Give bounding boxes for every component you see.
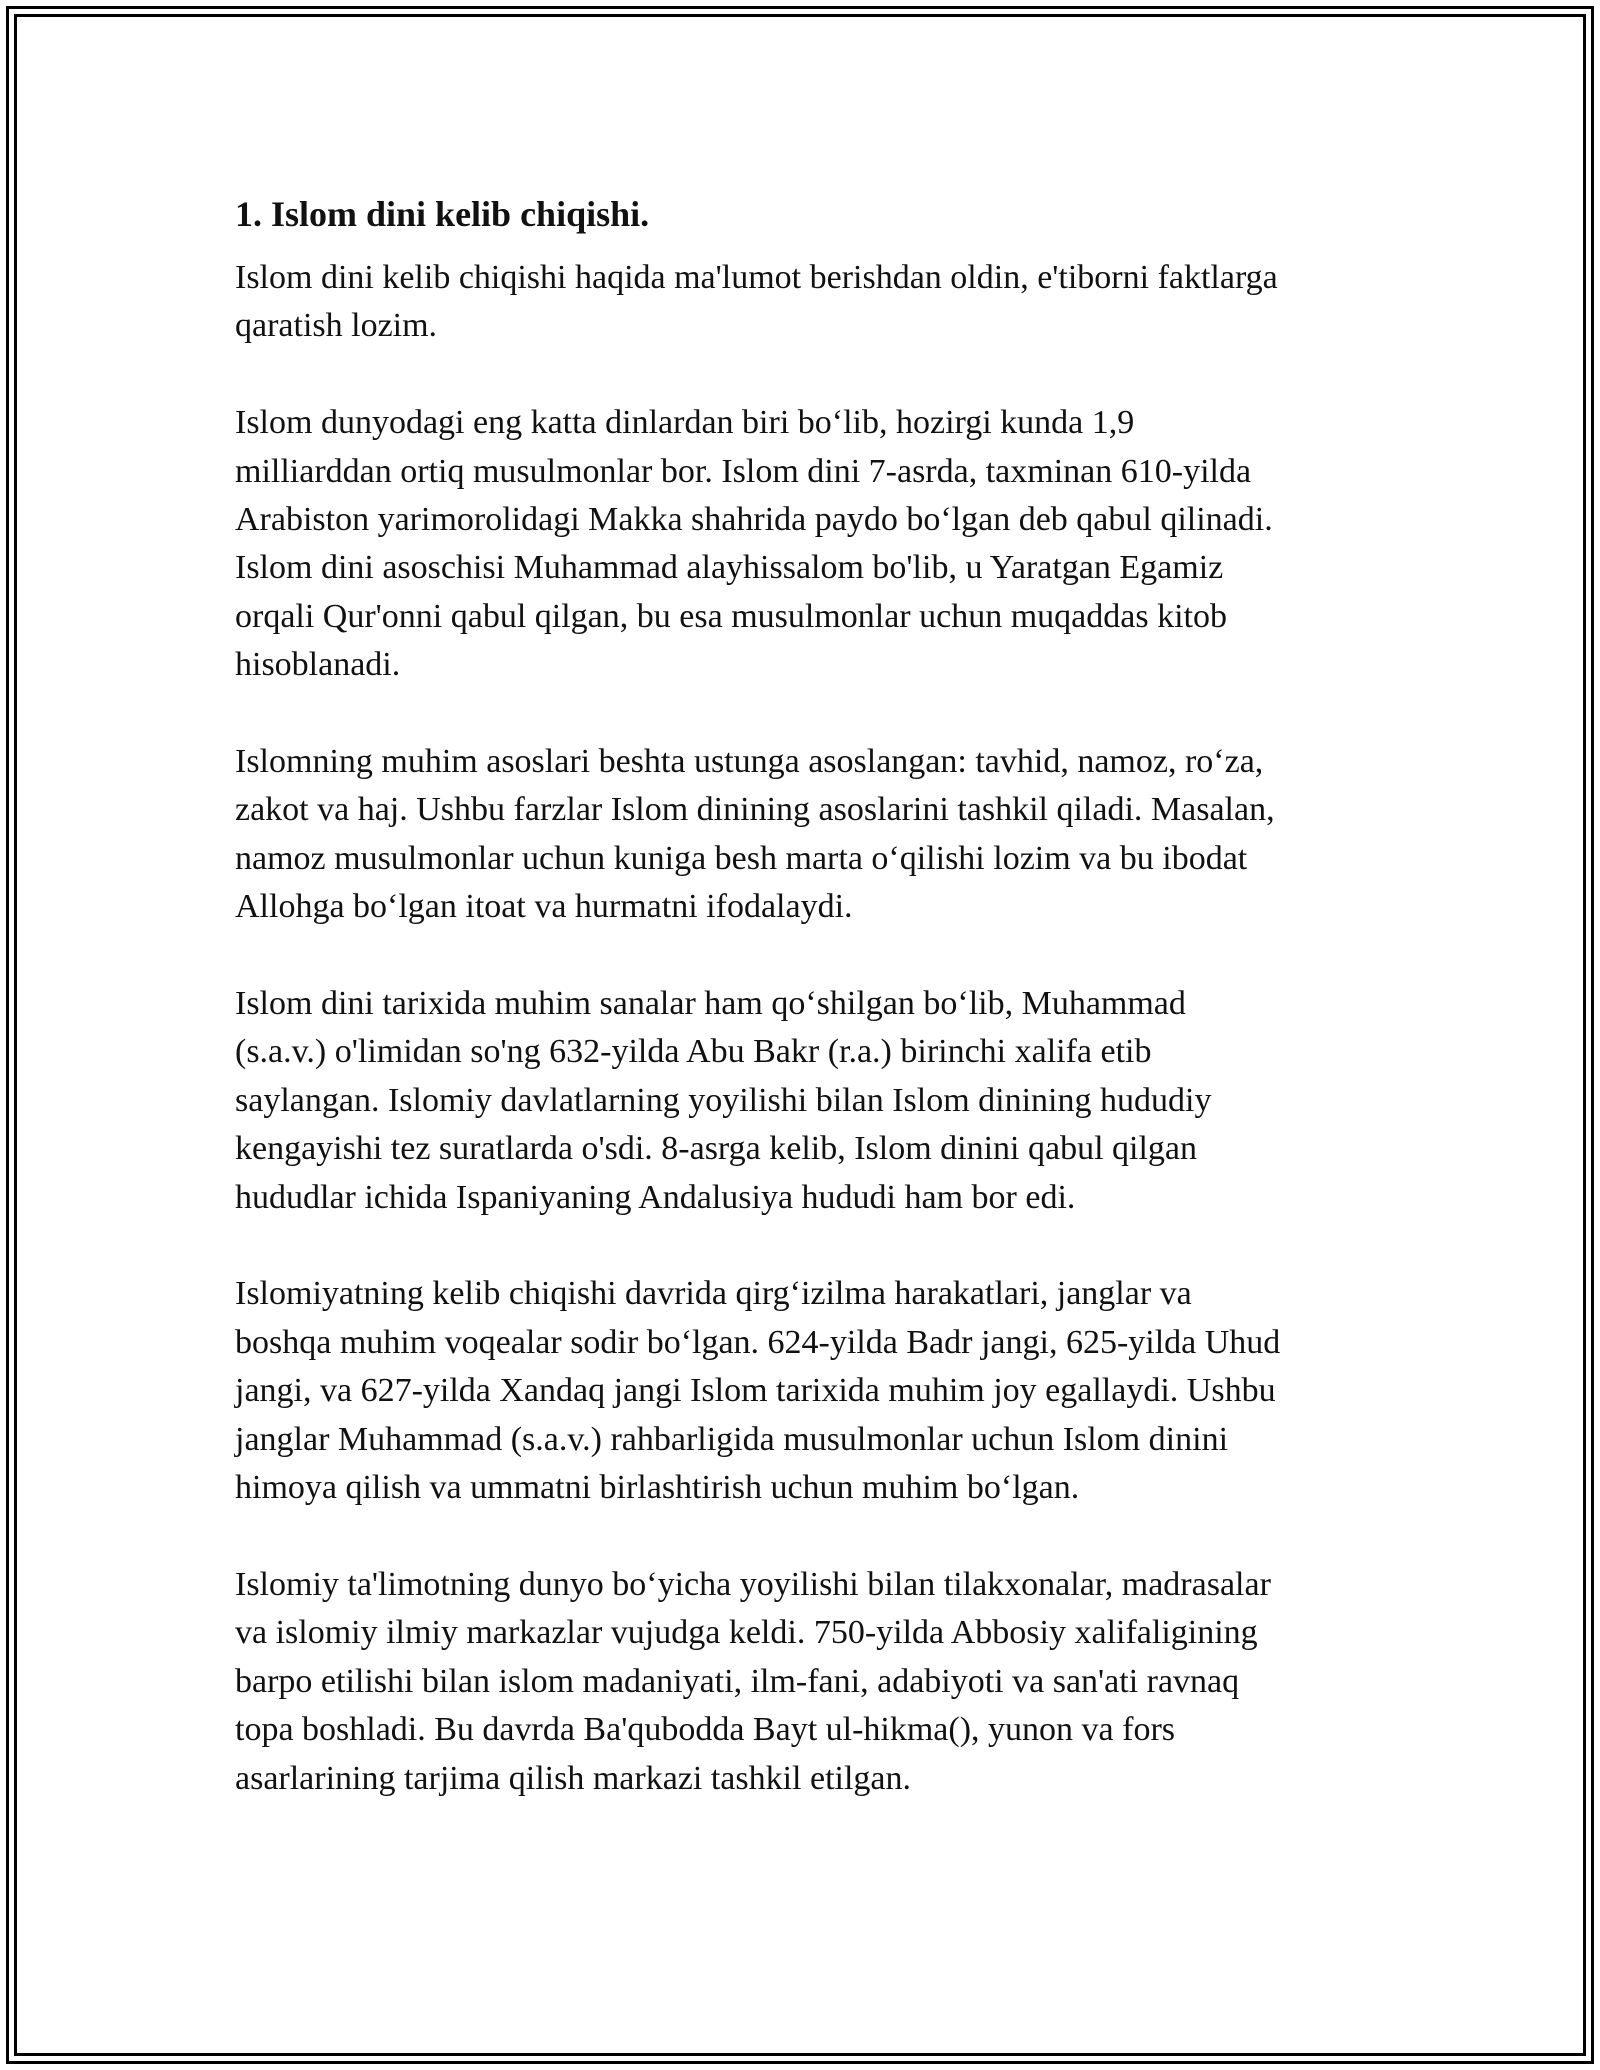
paragraph-line: himoya qilish va ummatni birlashtirish uchun muhim bo‘lgan. [235,1469,1080,1507]
paragraph-line: (s.a.v.) o'limidan so'ng 632-yilda Abu Bakr (r.a.) birinchi xalifa etib [235,1033,1152,1071]
paragraph [235,399,1370,689]
paragraph-line: Islomning muhim asoslari beshta ustunga asoslangan: tavhid, namoz, ro‘za, [235,743,1264,781]
paragraph [235,980,1370,1222]
paragraph-line: topa boshladi. Bu davrda Ba'qubodda Bayt ul-hikma(), yunon va fors [235,1711,1175,1749]
paragraph-line: va islomiy ilmiy markazlar vujudga keldi. 750-yilda Abbosiy xalifaligining [235,1614,1258,1652]
paragraph-line: zakot va haj. Ushbu farzlar Islom dinining asoslarini tashkil qiladi. Masalan, [235,791,1275,829]
document-body [235,186,1370,1851]
section-heading: 1. Islom dini kelib chiqishi. [235,194,650,234]
paragraph [235,738,1370,932]
paragraph-line: orqali Qur'onni qabul qilgan, bu esa musulmonlar uchun muqaddas kitob [235,597,1227,635]
paragraph-line: barpo etilishi bilan islom madaniyati, ilm-fani, adabiyoti va san'ati ravnaq [235,1662,1240,1700]
paragraph-line: saylangan. Islomiy davlatlarning yoyilishi bilan Islom dinining hududiy [235,1081,1212,1119]
paragraph-line: Arabiston yarimorolidagi Makka shahrida paydo bo‘lgan deb qabul qilinadi. [235,501,1273,539]
paragraph-line: namoz musulmonlar uchun kuniga besh marta o‘qilishi lozim va bu ibodat [235,839,1248,877]
paragraph-line: Allohga bo‘lgan itoat va hurmatni ifodalaydi. [235,888,853,926]
paragraph-line: qaratish lozim. [235,307,438,345]
paragraph-line: Islomiyatning kelib chiqishi davrida qirg‘izilma harakatlari, janglar va [235,1275,1192,1313]
paragraph-line: Islom dini asoschisi Muhammad alayhissalom bo'lib, u Yaratgan Egamiz [235,549,1224,587]
paragraph-line: Islom dini kelib chiqishi haqida ma'lumot berishdan oldin, e'tiborni faktlarga [235,259,1278,296]
paragraph-line: Islom dini tarixida muhim sanalar ham qo‘shilgan bo‘lib, Muhammad [235,985,1186,1023]
paragraph-line: asarlarining tarjima qilish markazi tashkil etilgan. [235,1759,912,1797]
paragraph-line: Islom dunyodagi eng katta dinlardan biri bo‘lib, hozirgi kunda 1,9 [235,404,1135,442]
paragraph-line: jangi, va 627-yilda Xandaq jangi Islom tarixida muhim joy egallaydi. Ushbu [235,1372,1276,1410]
paragraph-line: hisoblanadi. [235,646,401,684]
paragraph [235,1270,1370,1512]
paragraph-line: kengayishi tez suratlarda o'sdi. 8-asrga kelib, Islom dinini qabul qilgan [235,1130,1198,1168]
paragraph-list [235,254,1370,1803]
paragraph [235,254,1370,351]
paragraph-line: boshqa muhim voqealar sodir bo‘lgan. 624-yilda Badr jangi, 625-yilda Uhud [235,1323,1281,1361]
paragraph-line: milliarddan ortiq musulmonlar bor. Islom dini 7-asrda, taxminan 610-yilda [235,452,1252,490]
paragraph-line: hududlar ichida Ispaniyaning Andalusiya hududi ham bor edi. [235,1178,1076,1216]
paragraph-line: Islomiy ta'limotning dunyo bo‘yicha yoyilishi bilan tilakxonalar, madrasalar [235,1565,1271,1603]
paragraph [235,1561,1370,1803]
paragraph-line: janglar Muhammad (s.a.v.) rahbarligida musulmonlar uchun Islom dinini [235,1420,1229,1458]
